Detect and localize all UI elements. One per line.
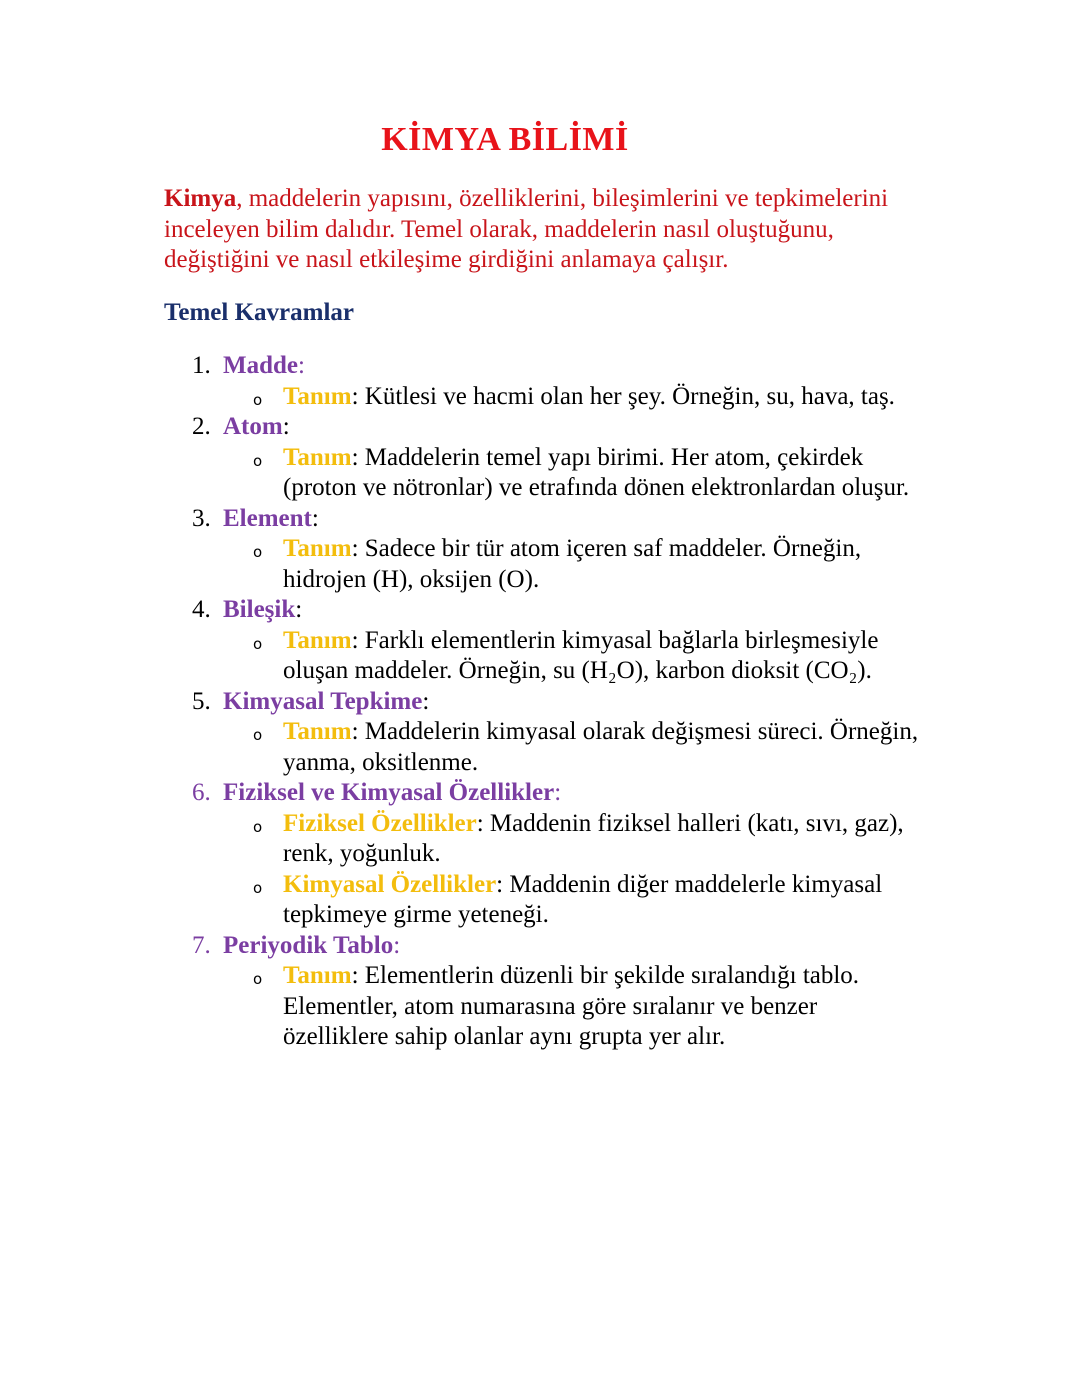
concept-item-ozellikler xyxy=(164,778,924,931)
concept-name: Atom xyxy=(223,413,283,440)
definition-text: : Maddelerin temel yapı birimi. Her atom, çekirdek (proton ve nötronlar) ve etrafında dönen elektronlardan oluşur. xyxy=(283,443,910,501)
concept-name: Bileşik xyxy=(223,596,296,623)
intro-paragraph xyxy=(164,184,924,276)
concept-name: Fiziksel ve Kimyasal Özellikler xyxy=(223,779,555,806)
bullet-icon: o xyxy=(253,451,263,470)
definition-text: : Maddelerin kimyasal olarak değişmesi süreci. Örneğin, yanma, oksitlenme. xyxy=(283,718,919,776)
definition-list xyxy=(223,961,924,1053)
definition-item xyxy=(223,626,924,687)
definition-list xyxy=(223,626,924,687)
definition-term: Tanım xyxy=(283,626,352,654)
definition-text: : Maddenin diğer maddelerle kimyasal tepkimeye girme yeteneği. xyxy=(283,870,883,928)
intro-text: , maddelerin yapısını, özelliklerini, bileşimlerini ve tepkimelerini inceleyen bilim dalıdır. Temel olarak, maddelerin nasıl oluştuğunu, değiştiğini ve nasıl etkileşime girdiğini anlamaya çalışır. xyxy=(164,185,889,273)
concept-item-bilesik xyxy=(164,595,924,687)
bullet-icon: o xyxy=(253,634,263,653)
definition-list xyxy=(223,382,924,413)
concept-number: 4. xyxy=(192,596,211,623)
definition-list xyxy=(223,717,924,778)
concept-number: 7. xyxy=(192,931,211,959)
concept-item-atom xyxy=(164,412,924,504)
definition-item xyxy=(223,717,924,778)
definition-text: : Elementlerin düzenli bir şekilde sıralandığı tablo. Elementler, atom numarasına göre sıralanır ve benzer özelliklere sahip olanlar aynı grupta yer alır. xyxy=(283,962,860,1050)
definition-text: : Farklı elementlerin kimyasal bağlarla birleşmesiyle oluşan maddeler. Örneğin, su (H₂O), karbon dioksit (CO₂). xyxy=(283,626,879,684)
intro-lead: Kimya xyxy=(164,185,237,212)
concept-name: Element xyxy=(223,504,312,532)
concept-name: Kimyasal Tepkime xyxy=(223,687,423,715)
concept-colon: : xyxy=(311,504,319,532)
bullet-icon: o xyxy=(253,970,263,988)
concept-number: 1. xyxy=(192,352,211,379)
page-title: KİMYA BİLİMİ xyxy=(381,121,629,158)
concept-item-element xyxy=(164,504,924,596)
concept-item-periyodik-tablo xyxy=(164,931,924,1053)
concept-colon: : xyxy=(282,413,290,440)
definition-item xyxy=(223,961,924,1053)
concept-colon: : xyxy=(422,687,430,715)
definition-item xyxy=(223,809,924,870)
concept-name: Periyodik Tablo xyxy=(223,931,394,959)
bullet-icon: o xyxy=(253,390,263,409)
definition-list xyxy=(223,534,924,595)
concept-number: 6. xyxy=(192,779,211,806)
definition-list xyxy=(223,443,924,504)
concept-colon: : xyxy=(295,596,303,623)
definition-item xyxy=(223,534,924,595)
definition-term: Tanım xyxy=(283,535,352,562)
concept-colon: : xyxy=(554,779,562,806)
concept-number: 5. xyxy=(192,687,211,715)
concept-item-kimyasal-tepkime xyxy=(164,687,924,779)
definition-item xyxy=(223,870,924,931)
concept-item-madde xyxy=(164,351,924,412)
bullet-icon: o xyxy=(253,878,263,897)
section-heading: Temel Kavramlar xyxy=(164,299,355,326)
definition-term: Kimyasal Özellikler xyxy=(283,870,497,898)
concept-colon: : xyxy=(393,931,401,959)
definition-term: Tanım xyxy=(283,443,352,471)
definition-list xyxy=(223,809,924,931)
bullet-icon: o xyxy=(253,726,263,744)
definition-term: Tanım xyxy=(283,962,352,989)
definition-item xyxy=(223,382,924,413)
definition-term: Tanım xyxy=(283,718,352,745)
definition-item xyxy=(223,443,924,504)
definition-text: : Kütlesi ve hacmi olan her şey. Örneğin, su, hava, taş. xyxy=(351,382,895,410)
concept-list xyxy=(164,351,924,1053)
concept-name: Madde xyxy=(223,352,298,379)
definition-text: : Sadece bir tür atom içeren saf maddeler. Örneğin, hidrojen (H), oksijen (O). xyxy=(283,535,862,593)
definition-term: Fiziksel Özellikler xyxy=(283,809,477,837)
bullet-icon: o xyxy=(253,543,263,561)
concept-colon: : xyxy=(298,352,305,379)
definition-text: : Maddenin fiziksel halleri (katı, sıvı, gaz), renk, yoğunluk. xyxy=(283,809,904,867)
bullet-icon: o xyxy=(253,817,263,836)
concept-number: 3. xyxy=(192,504,211,532)
definition-term: Tanım xyxy=(283,382,352,410)
concept-number: 2. xyxy=(192,413,211,440)
